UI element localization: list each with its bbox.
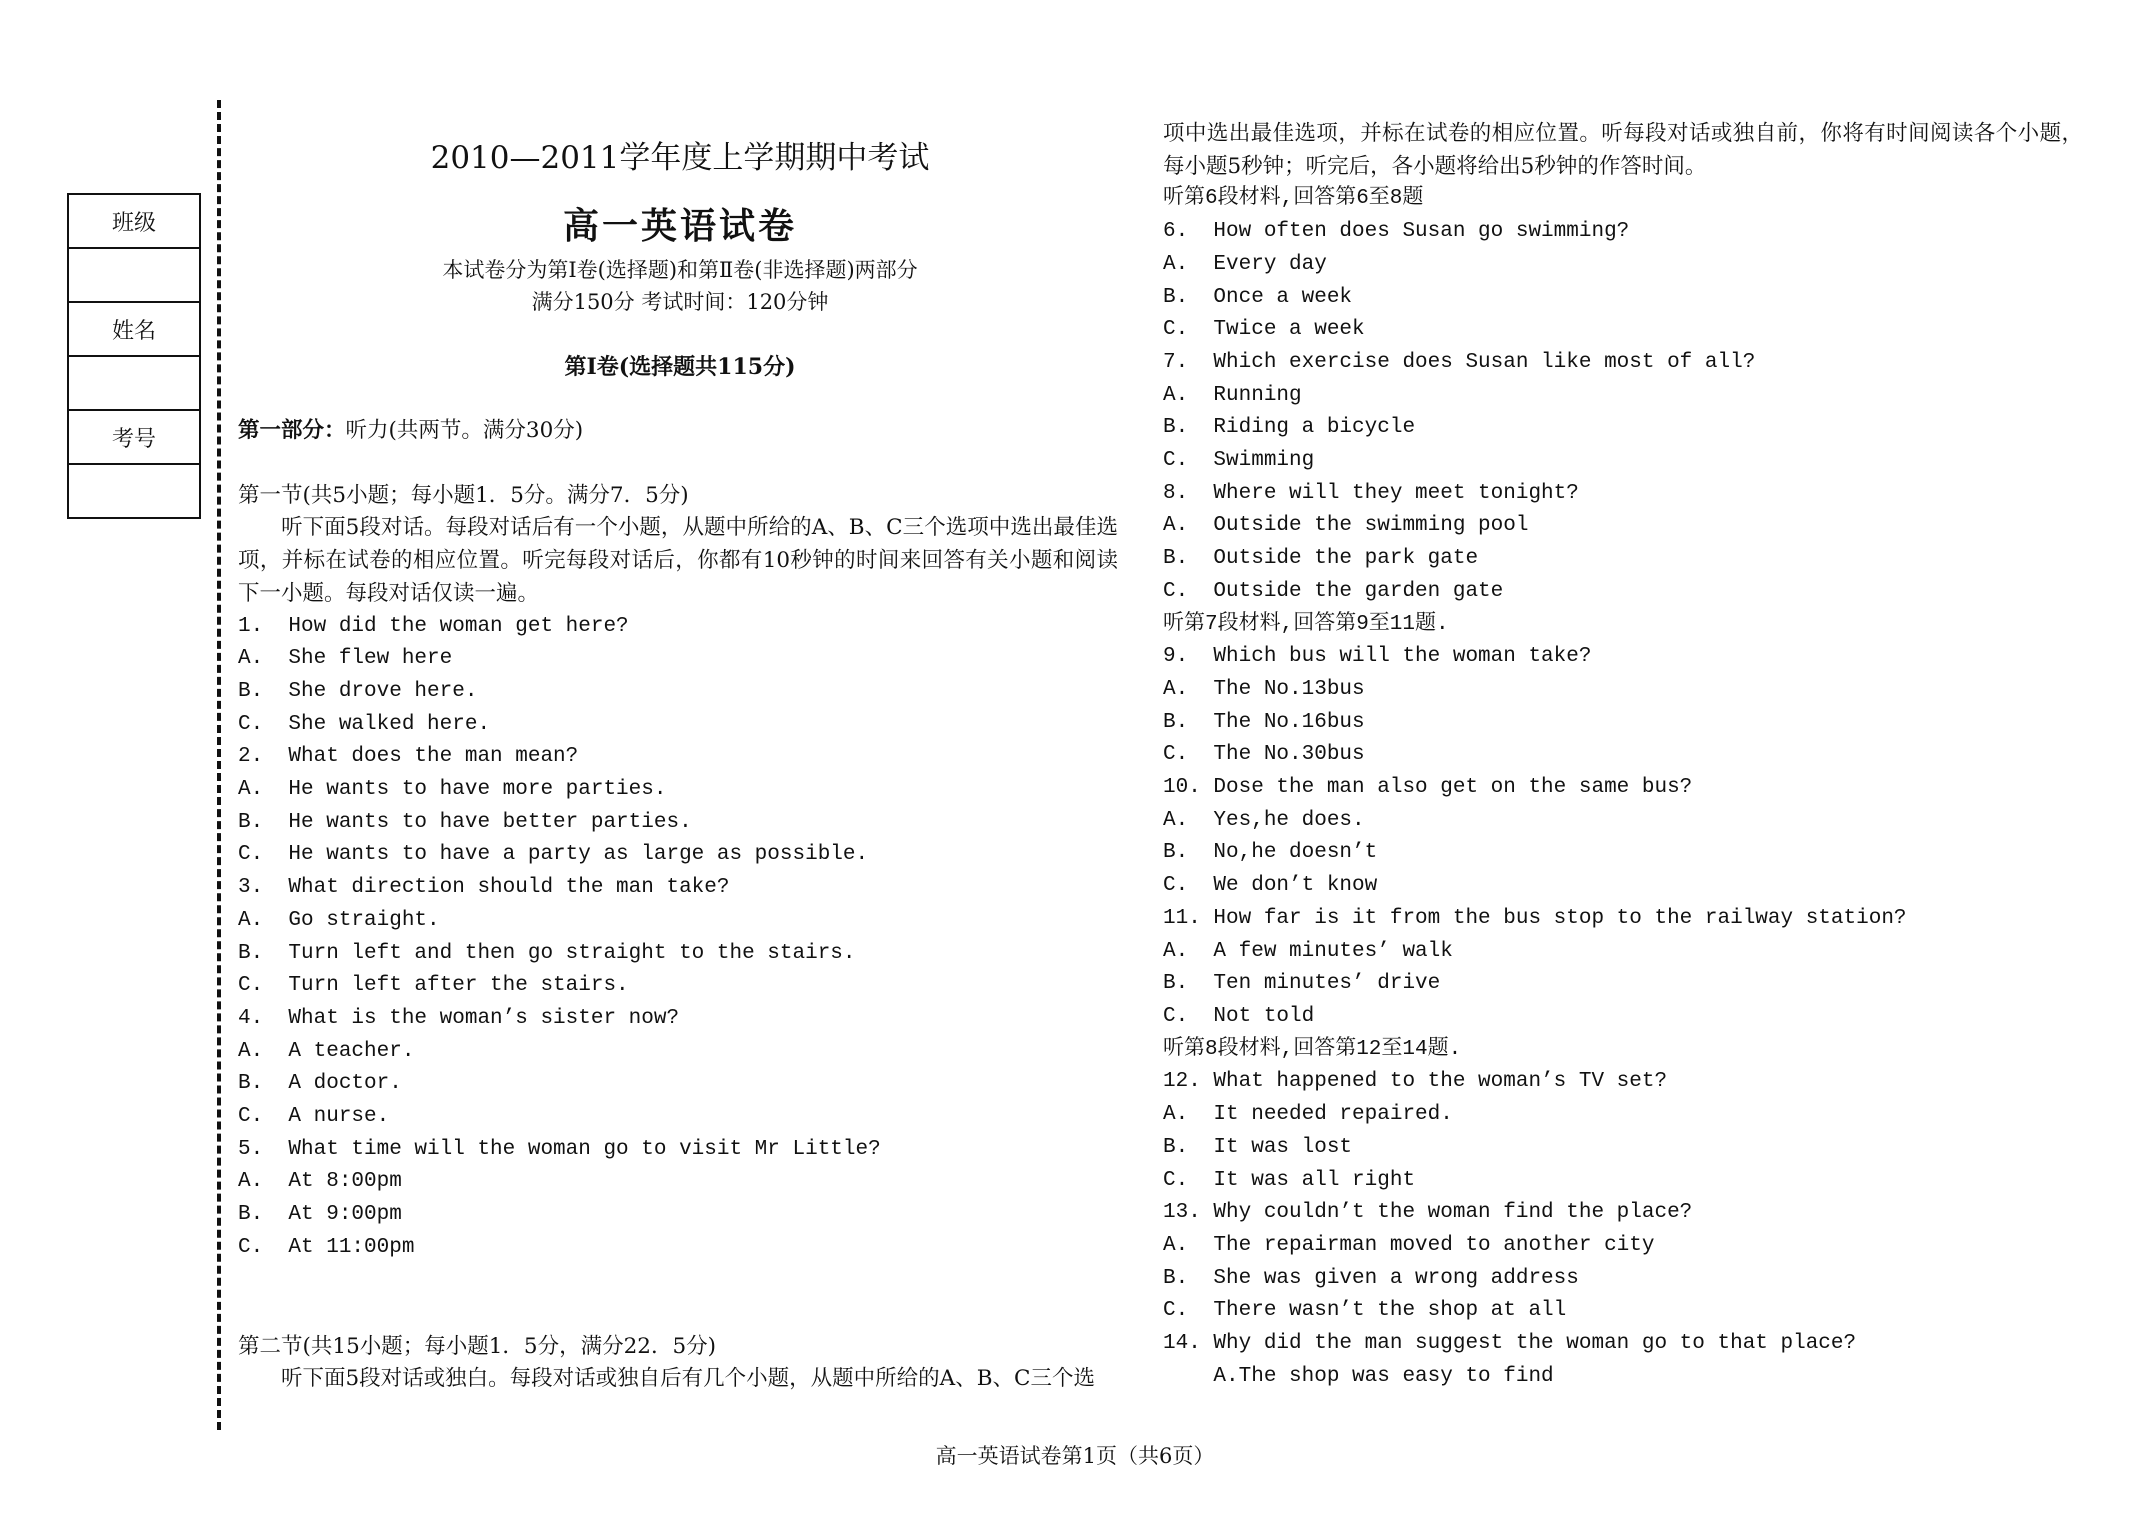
answer-option: C. Twice a week: [1163, 318, 1365, 342]
answer-option: A.The shop was easy to find: [1163, 1364, 1554, 1388]
score-and-time: 满分150分 考试时间：120分钟: [531, 290, 829, 314]
section2-title: 第二节(共15小题；每小题1．5分，满分22．5分): [238, 1333, 717, 1359]
answer-option: C. She walked here.: [238, 712, 491, 736]
answer-option: C. The No.30bus: [1163, 743, 1365, 767]
volume1-title: 第Ⅰ卷(选择题共115分): [564, 354, 796, 380]
answer-option: C. Turn left after the stairs.: [238, 974, 629, 998]
question-text: 5. What time will the woman go to visit Mr Little?: [238, 1137, 881, 1161]
answer-option: A. A teacher.: [238, 1039, 415, 1063]
answer-option: C. He wants to have a party as large as possible.: [238, 843, 869, 867]
material-heading: 听第8段材料,回答第12至14题.: [1163, 1037, 1462, 1061]
page-footer: 高一英语试卷第1页（共6页）: [935, 1444, 1215, 1468]
answer-option: B. Riding a bicycle: [1163, 416, 1416, 440]
answer-option: B. She drove here.: [238, 679, 478, 703]
answer-option: A. It needed repaired.: [1163, 1103, 1453, 1127]
answer-option: B. She was given a wrong address: [1163, 1266, 1579, 1290]
answer-option: A. She flew here: [238, 647, 453, 671]
answer-option: A. Running: [1163, 383, 1302, 407]
question-text: 7. Which exercise does Susan like most of all?: [1163, 350, 1756, 374]
answer-option: B. No,he doesn’t: [1163, 841, 1378, 865]
question-text: 9. Which bus will the woman take?: [1163, 645, 1592, 669]
question-text: 12. What happened to the woman’s TV set?: [1163, 1070, 1668, 1094]
answer-option: B. Once a week: [1163, 285, 1353, 309]
answer-option: C. Swimming: [1163, 449, 1315, 473]
answer-option: A. At 8:00pm: [238, 1170, 402, 1194]
part1-heading: [238, 415, 1118, 448]
question-text: 14. Why did the man suggest the woman go to that place?: [1163, 1332, 1857, 1356]
question-text: 8. Where will they meet tonight?: [1163, 481, 1579, 505]
answer-option: A. Yes,he does.: [1163, 808, 1365, 832]
section2-instructions-continued: 项中选出最佳选项，并标在试卷的相应位置。听每段对话或独自前，你将有时间阅读各个小题，每小题5秒钟；听完后，各小题将给出5秒钟的作答时间。: [1163, 121, 2083, 179]
name-field[interactable]: [69, 357, 199, 411]
answer-option: A. Go straight.: [238, 908, 440, 932]
section2-instructions-start: 听下面5段对话或独白。每段对话或独自后有几个小题，从题中所给的A、B、C三个选: [238, 1366, 1095, 1392]
answer-option: B. The No.16bus: [1163, 710, 1365, 734]
answer-option: B. Turn left and then go straight to the stairs.: [238, 941, 856, 965]
binding-dashed-line: [217, 100, 221, 1430]
subject-title: 高一英语试卷: [562, 205, 797, 247]
question-text: 11. How far is it from the bus stop to the railway station?: [1163, 906, 1907, 930]
exam-no-field[interactable]: [69, 465, 199, 517]
answer-option: C. It was all right: [1163, 1168, 1416, 1192]
question-text: 2. What does the man mean?: [238, 745, 579, 769]
exam-title: 2010—2011学年度上学期期中考试: [430, 140, 930, 176]
question-text: 3. What direction should the man take?: [238, 876, 730, 900]
question-text: 4. What is the woman’s sister now?: [238, 1006, 680, 1030]
answer-option: B. He wants to have better parties.: [238, 810, 692, 834]
answer-option: A. Outside the swimming pool: [1163, 514, 1529, 538]
answer-option: A. Every day: [1163, 252, 1327, 276]
question-text: 13. Why couldn’t the woman find the place?: [1163, 1201, 1693, 1225]
answer-option: B. Ten minutes’ drive: [1163, 972, 1441, 996]
part1-heading-rest: 听力(共两节。满分30分): [345, 418, 584, 443]
answer-option: B. Outside the park gate: [1163, 547, 1479, 571]
answer-option: A. The repairman moved to another city: [1163, 1233, 1655, 1257]
paper-composition: 本试卷分为第Ⅰ卷(选择题)和第Ⅱ卷(非选择题)两部分: [442, 258, 918, 282]
answer-option: A. A few minutes’ walk: [1163, 939, 1453, 963]
answer-option: C. There wasn’t the shop at all: [1163, 1299, 1567, 1323]
class-label: 班级: [69, 195, 199, 249]
answer-option: A. The No.13bus: [1163, 677, 1365, 701]
left-column: [238, 415, 1118, 1396]
section2-questions: [1163, 183, 2083, 1393]
material-heading: 听第6段材料,回答第6至8题: [1163, 187, 1424, 211]
part1-heading-bold: 第一部分：: [238, 418, 346, 443]
name-label: 姓名: [69, 303, 199, 357]
answer-option: B. It was lost: [1163, 1135, 1353, 1159]
student-info-box: [67, 193, 201, 519]
question-text: 1. How did the woman get here?: [238, 614, 629, 638]
answer-option: C. Not told: [1163, 1004, 1315, 1028]
answer-option: C. At 11:00pm: [238, 1235, 415, 1259]
section1-instructions: 听下面5段对话。每段对话后有一个小题，从题中所给的A、B、C三个选项中选出最佳选项，并标在试卷的相应位置。听完每段对话后，你都有10秒钟的时间来回答有关小题和阅读下一小题。每段对话仅读一遍。: [238, 515, 1118, 606]
answer-option: B. At 9:00pm: [238, 1203, 402, 1227]
right-column: [1163, 118, 2083, 1393]
class-field[interactable]: [69, 249, 199, 303]
question-text: 6. How often does Susan go swimming?: [1163, 220, 1630, 244]
section1-questions: [238, 611, 1118, 1265]
material-heading: 听第7段材料,回答第9至11题.: [1163, 612, 1449, 636]
answer-option: A. He wants to have more parties.: [238, 778, 667, 802]
exam-no-label: 考号: [69, 411, 199, 465]
answer-option: C. A nurse.: [238, 1105, 390, 1129]
answer-option: C. We don’t know: [1163, 874, 1378, 898]
answer-option: C. Outside the garden gate: [1163, 579, 1504, 603]
question-text: 10. Dose the man also get on the same bus?: [1163, 776, 1693, 800]
section1-title: 第一节(共5小题；每小题1．5分。满分7．5分): [238, 482, 689, 508]
answer-option: B. A doctor.: [238, 1072, 402, 1096]
